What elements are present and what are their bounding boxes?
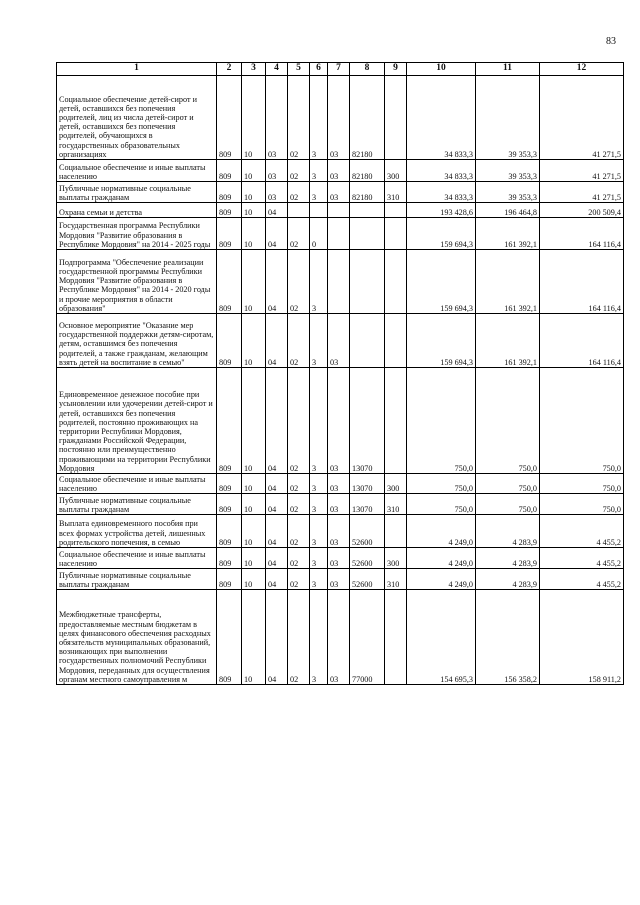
direction-code-cell: [350, 314, 385, 368]
column-header: 11: [476, 63, 540, 76]
table-row: [57, 218, 624, 250]
table-row: [57, 590, 624, 685]
program-code-cell: 02: [288, 515, 310, 548]
expense-type-cell: [385, 76, 407, 160]
subprogram-code-cell: 3: [310, 590, 328, 685]
column-header: 5: [288, 63, 310, 76]
event-code-cell: 03: [328, 548, 350, 569]
expense-type-cell: [385, 203, 407, 218]
direction-code-cell: [350, 218, 385, 250]
ministry-code-cell: 809: [217, 590, 242, 685]
direction-code-cell: 13070: [350, 368, 385, 474]
amount-year2-cell: 161 392,1: [476, 250, 540, 314]
section-code-cell: 10: [242, 494, 266, 515]
section-code-cell: 10: [242, 76, 266, 160]
subprogram-code-cell: 0: [310, 218, 328, 250]
program-code-cell: 02: [288, 160, 310, 182]
ministry-code-cell: 809: [217, 494, 242, 515]
direction-code-cell: 52600: [350, 515, 385, 548]
amount-year2-cell: 39 353,3: [476, 76, 540, 160]
amount-year3-cell: 164 116,4: [540, 250, 624, 314]
event-code-cell: 03: [328, 182, 350, 203]
expense-type-cell: 300: [385, 548, 407, 569]
event-code-cell: 03: [328, 314, 350, 368]
section-code-cell: 10: [242, 548, 266, 569]
event-code-cell: 03: [328, 590, 350, 685]
amount-year2-cell: 750,0: [476, 474, 540, 494]
row-name-cell: Государственная программа Республики Мордовия "Развитие образования в Республике Мордовия" на 2014 - 2025 годы: [57, 218, 217, 250]
subsection-code-cell: 04: [266, 203, 288, 218]
ministry-code-cell: 809: [217, 182, 242, 203]
event-code-cell: 03: [328, 474, 350, 494]
subsection-code-cell: 03: [266, 76, 288, 160]
direction-code-cell: 82180: [350, 76, 385, 160]
subprogram-code-cell: 3: [310, 182, 328, 203]
subsection-code-cell: 04: [266, 368, 288, 474]
column-header: 3: [242, 63, 266, 76]
section-code-cell: 10: [242, 250, 266, 314]
subprogram-code-cell: 3: [310, 314, 328, 368]
amount-year3-cell: 750,0: [540, 368, 624, 474]
column-header: 4: [266, 63, 288, 76]
ministry-code-cell: 809: [217, 368, 242, 474]
page-number: 83: [606, 36, 616, 47]
subsection-code-cell: 04: [266, 494, 288, 515]
amount-year1-cell: 750,0: [407, 494, 476, 515]
table-row: [57, 182, 624, 203]
subsection-code-cell: 03: [266, 182, 288, 203]
event-code-cell: 03: [328, 569, 350, 590]
direction-code-cell: 82180: [350, 182, 385, 203]
ministry-code-cell: 809: [217, 474, 242, 494]
program-code-cell: [288, 203, 310, 218]
amount-year3-cell: 41 271,5: [540, 160, 624, 182]
amount-year1-cell: 159 694,3: [407, 250, 476, 314]
program-code-cell: 02: [288, 474, 310, 494]
program-code-cell: 02: [288, 494, 310, 515]
program-code-cell: 02: [288, 314, 310, 368]
amount-year1-cell: 159 694,3: [407, 314, 476, 368]
column-header: 10: [407, 63, 476, 76]
row-name-cell: Охрана семьи и детства: [57, 203, 217, 218]
table-row: [57, 76, 624, 160]
amount-year1-cell: 34 833,3: [407, 160, 476, 182]
amount-year2-cell: 4 283,9: [476, 515, 540, 548]
budget-table: [56, 62, 624, 685]
section-code-cell: 10: [242, 590, 266, 685]
subprogram-code-cell: 3: [310, 569, 328, 590]
section-code-cell: 10: [242, 182, 266, 203]
amount-year2-cell: 161 392,1: [476, 218, 540, 250]
amount-year1-cell: 4 249,0: [407, 515, 476, 548]
direction-code-cell: [350, 250, 385, 314]
table-row: [57, 548, 624, 569]
subprogram-code-cell: 3: [310, 474, 328, 494]
column-header: 2: [217, 63, 242, 76]
event-code-cell: 03: [328, 515, 350, 548]
amount-year3-cell: 4 455,2: [540, 548, 624, 569]
amount-year1-cell: 4 249,0: [407, 569, 476, 590]
amount-year1-cell: 4 249,0: [407, 548, 476, 569]
row-name-cell: Межбюджетные трансферты, предоставляемые местным бюджетам в целях финансового обеспечения расходных обязательств муниципальных образований, возникающих при выполнении государственных полномочий Республики Мордовия, переданных для осуществления органам местного самоуправления м: [57, 590, 217, 685]
table-row: [57, 160, 624, 182]
program-code-cell: 02: [288, 250, 310, 314]
amount-year3-cell: 41 271,5: [540, 182, 624, 203]
subprogram-code-cell: 3: [310, 250, 328, 314]
expense-type-cell: 300: [385, 474, 407, 494]
amount-year2-cell: 4 283,9: [476, 569, 540, 590]
ministry-code-cell: 809: [217, 218, 242, 250]
row-name-cell: Подпрограмма "Обеспечение реализации государственной программы Республики Мордовия "Развитие образования в Республике Мордовия" на 2014 - 2020 годы и прочие мероприятия в области образования": [57, 250, 217, 314]
ministry-code-cell: 809: [217, 314, 242, 368]
row-name-cell: Основное мероприятие "Оказание мер государственной поддержки детям-сиротам, детям, оставшимся без попечения родителей, а также гражданам, желающим взять детей на воспитание в семью": [57, 314, 217, 368]
subsection-code-cell: 04: [266, 548, 288, 569]
subsection-code-cell: 04: [266, 314, 288, 368]
amount-year3-cell: 164 116,4: [540, 314, 624, 368]
event-code-cell: [328, 218, 350, 250]
program-code-cell: 02: [288, 182, 310, 203]
amount-year2-cell: 196 464,8: [476, 203, 540, 218]
ministry-code-cell: 809: [217, 160, 242, 182]
event-code-cell: [328, 203, 350, 218]
amount-year3-cell: 4 455,2: [540, 569, 624, 590]
direction-code-cell: 82180: [350, 160, 385, 182]
expense-type-cell: 300: [385, 160, 407, 182]
column-header: 9: [385, 63, 407, 76]
amount-year3-cell: 200 509,4: [540, 203, 624, 218]
subprogram-code-cell: [310, 203, 328, 218]
program-code-cell: 02: [288, 548, 310, 569]
subprogram-code-cell: 3: [310, 494, 328, 515]
amount-year2-cell: 750,0: [476, 494, 540, 515]
section-code-cell: 10: [242, 218, 266, 250]
row-name-cell: Выплата единовременного пособия при всех формах устройства детей, лишенных родительского попечения, в семью: [57, 515, 217, 548]
row-name-cell: Социальное обеспечение и иные выплаты населению: [57, 548, 217, 569]
expense-type-cell: [385, 218, 407, 250]
amount-year2-cell: 39 353,3: [476, 160, 540, 182]
column-header: 7: [328, 63, 350, 76]
table-row: [57, 368, 624, 474]
amount-year3-cell: 750,0: [540, 494, 624, 515]
subsection-code-cell: 04: [266, 474, 288, 494]
section-code-cell: 10: [242, 474, 266, 494]
table-row: [57, 515, 624, 548]
amount-year1-cell: 750,0: [407, 368, 476, 474]
subsection-code-cell: 04: [266, 515, 288, 548]
program-code-cell: 02: [288, 368, 310, 474]
section-code-cell: 10: [242, 203, 266, 218]
direction-code-cell: 52600: [350, 569, 385, 590]
table-row: [57, 203, 624, 218]
subprogram-code-cell: 3: [310, 76, 328, 160]
event-code-cell: 03: [328, 368, 350, 474]
amount-year1-cell: 34 833,3: [407, 182, 476, 203]
expense-type-cell: [385, 250, 407, 314]
program-code-cell: 02: [288, 590, 310, 685]
subprogram-code-cell: 3: [310, 548, 328, 569]
amount-year3-cell: 158 911,2: [540, 590, 624, 685]
amount-year3-cell: 4 455,2: [540, 515, 624, 548]
program-code-cell: 02: [288, 569, 310, 590]
expense-type-cell: 310: [385, 494, 407, 515]
event-code-cell: 03: [328, 494, 350, 515]
table-row: [57, 569, 624, 590]
amount-year2-cell: 156 358,2: [476, 590, 540, 685]
row-name-cell: Публичные нормативные социальные выплаты гражданам: [57, 494, 217, 515]
row-name-cell: Социальное обеспечение детей-сирот и детей, оставшихся без попечения родителей, лиц из числа детей-сирот и детей, оставшихся без попечения родителей, обучающихся в государственных образовательных организациях: [57, 76, 217, 160]
subprogram-code-cell: 3: [310, 368, 328, 474]
expense-type-cell: 310: [385, 569, 407, 590]
table-row: [57, 494, 624, 515]
expense-type-cell: [385, 368, 407, 474]
expense-type-cell: [385, 590, 407, 685]
ministry-code-cell: 809: [217, 569, 242, 590]
direction-code-cell: 52600: [350, 548, 385, 569]
ministry-code-cell: 809: [217, 203, 242, 218]
amount-year1-cell: 750,0: [407, 474, 476, 494]
amount-year2-cell: 4 283,9: [476, 548, 540, 569]
amount-year2-cell: 39 353,3: [476, 182, 540, 203]
subsection-code-cell: 04: [266, 250, 288, 314]
section-code-cell: 10: [242, 569, 266, 590]
amount-year1-cell: 193 428,6: [407, 203, 476, 218]
column-header: 1: [57, 63, 217, 76]
amount-year1-cell: 154 695,3: [407, 590, 476, 685]
amount-year3-cell: 164 116,4: [540, 218, 624, 250]
amount-year1-cell: 159 694,3: [407, 218, 476, 250]
table-row: [57, 314, 624, 368]
subsection-code-cell: 03: [266, 160, 288, 182]
program-code-cell: 02: [288, 76, 310, 160]
section-code-cell: 10: [242, 160, 266, 182]
header-row: [57, 63, 624, 76]
amount-year2-cell: 750,0: [476, 368, 540, 474]
row-name-cell: Социальное обеспечение и иные выплаты населению: [57, 160, 217, 182]
program-code-cell: 02: [288, 218, 310, 250]
expense-type-cell: 310: [385, 182, 407, 203]
row-name-cell: Публичные нормативные социальные выплаты гражданам: [57, 569, 217, 590]
table-row: [57, 474, 624, 494]
column-header: 6: [310, 63, 328, 76]
row-name-cell: Социальное обеспечение и иные выплаты населению: [57, 474, 217, 494]
expense-type-cell: [385, 314, 407, 368]
event-code-cell: 03: [328, 76, 350, 160]
ministry-code-cell: 809: [217, 515, 242, 548]
direction-code-cell: 13070: [350, 494, 385, 515]
expense-type-cell: [385, 515, 407, 548]
direction-code-cell: 77000: [350, 590, 385, 685]
column-header: 8: [350, 63, 385, 76]
row-name-cell: Единовременное денежное пособие при усыновлении или удочерении детей-сирот и детей, оставшихся без попечения родителей, постоянно проживающих на территории Республики Мордовия, гражданами Российской Федерации, постоянно или преимущественно проживающими на территории Республики Мордовия: [57, 368, 217, 474]
section-code-cell: 10: [242, 515, 266, 548]
section-code-cell: 10: [242, 314, 266, 368]
subsection-code-cell: 04: [266, 569, 288, 590]
column-header: 12: [540, 63, 624, 76]
event-code-cell: [328, 250, 350, 314]
subsection-code-cell: 04: [266, 590, 288, 685]
ministry-code-cell: 809: [217, 76, 242, 160]
event-code-cell: 03: [328, 160, 350, 182]
table-row: [57, 250, 624, 314]
direction-code-cell: [350, 203, 385, 218]
row-name-cell: Публичные нормативные социальные выплаты гражданам: [57, 182, 217, 203]
amount-year3-cell: 41 271,5: [540, 76, 624, 160]
subsection-code-cell: 04: [266, 218, 288, 250]
ministry-code-cell: 809: [217, 548, 242, 569]
ministry-code-cell: 809: [217, 250, 242, 314]
amount-year3-cell: 750,0: [540, 474, 624, 494]
amount-year1-cell: 34 833,3: [407, 76, 476, 160]
subprogram-code-cell: 3: [310, 160, 328, 182]
section-code-cell: 10: [242, 368, 266, 474]
direction-code-cell: 13070: [350, 474, 385, 494]
amount-year2-cell: 161 392,1: [476, 314, 540, 368]
subprogram-code-cell: 3: [310, 515, 328, 548]
